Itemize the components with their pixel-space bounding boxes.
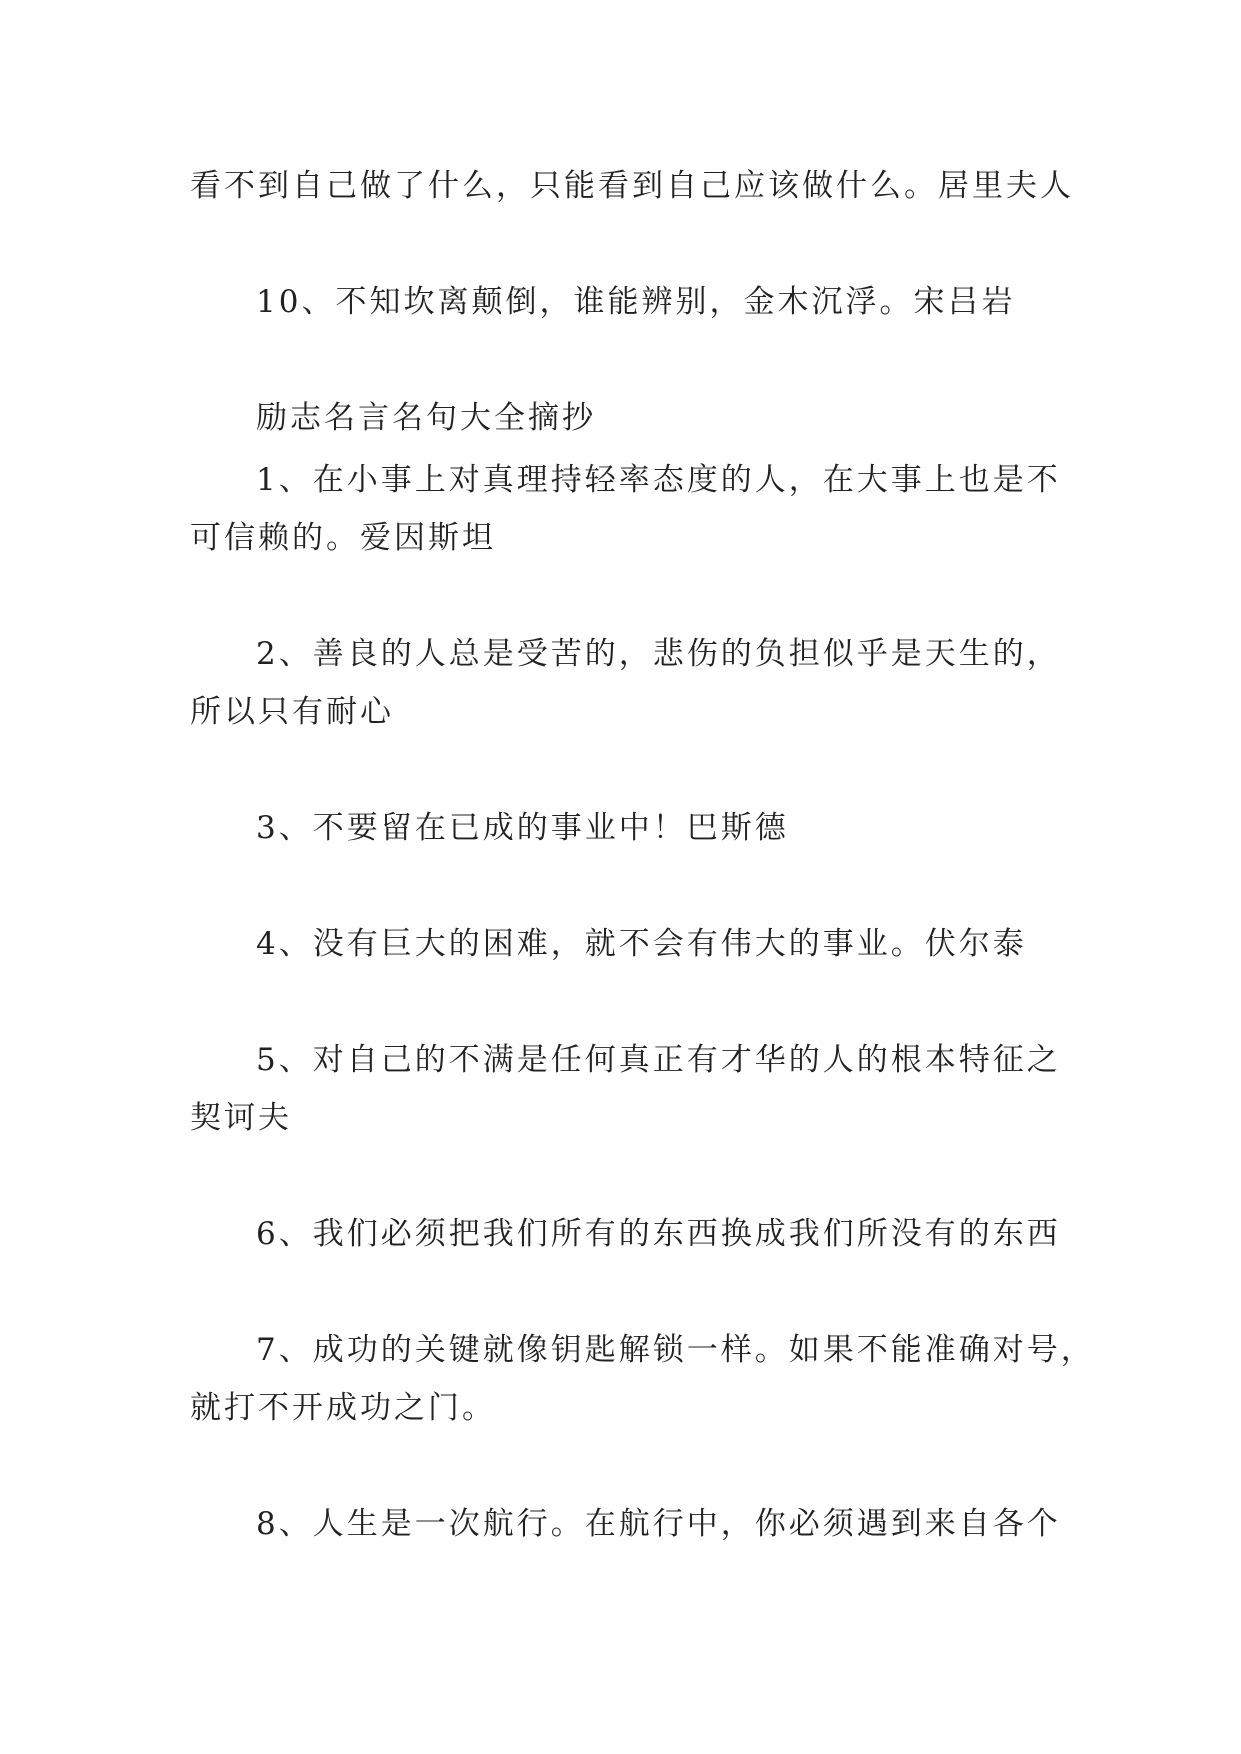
quote-8: 8、人生是一次航行。在航行中，你必须遇到来自各个	[256, 1506, 1061, 1542]
quote-10: 10、不知坎离颠倒，谁能辨别，金木沉浮。宋吕岩	[256, 284, 1016, 320]
quote-5-continued: 契诃夫	[190, 1100, 292, 1136]
quote-6: 6、我们必须把我们所有的东西换成我们所没有的东西	[256, 1216, 1061, 1252]
quote-5: 5、对自己的不满是任何真正有才华的人的根本特征之	[256, 1042, 1061, 1078]
text-line: 看不到自己做了什么，只能看到自己应该做什么。居里夫人	[190, 168, 1074, 204]
quote-7: 7、成功的关键就像钥匙解锁一样。如果不能准确对号，	[256, 1332, 1095, 1368]
quote-2-continued: 所以只有耐心	[190, 694, 394, 730]
quote-2: 2、善良的人总是受苦的，悲伤的负担似乎是天生的，	[256, 636, 1061, 672]
quote-1-continued: 可信赖的。爱因斯坦	[190, 520, 496, 556]
quote-7-continued: 就打不开成功之门。	[190, 1390, 496, 1426]
quote-3: 3、不要留在已成的事业中！巴斯德	[256, 810, 789, 846]
section-heading: 励志名言名句大全摘抄	[256, 400, 596, 436]
quote-4: 4、没有巨大的困难，就不会有伟大的事业。伏尔泰	[256, 926, 1027, 962]
quote-1: 1、在小事上对真理持轻率态度的人，在大事上也是不	[256, 462, 1061, 498]
